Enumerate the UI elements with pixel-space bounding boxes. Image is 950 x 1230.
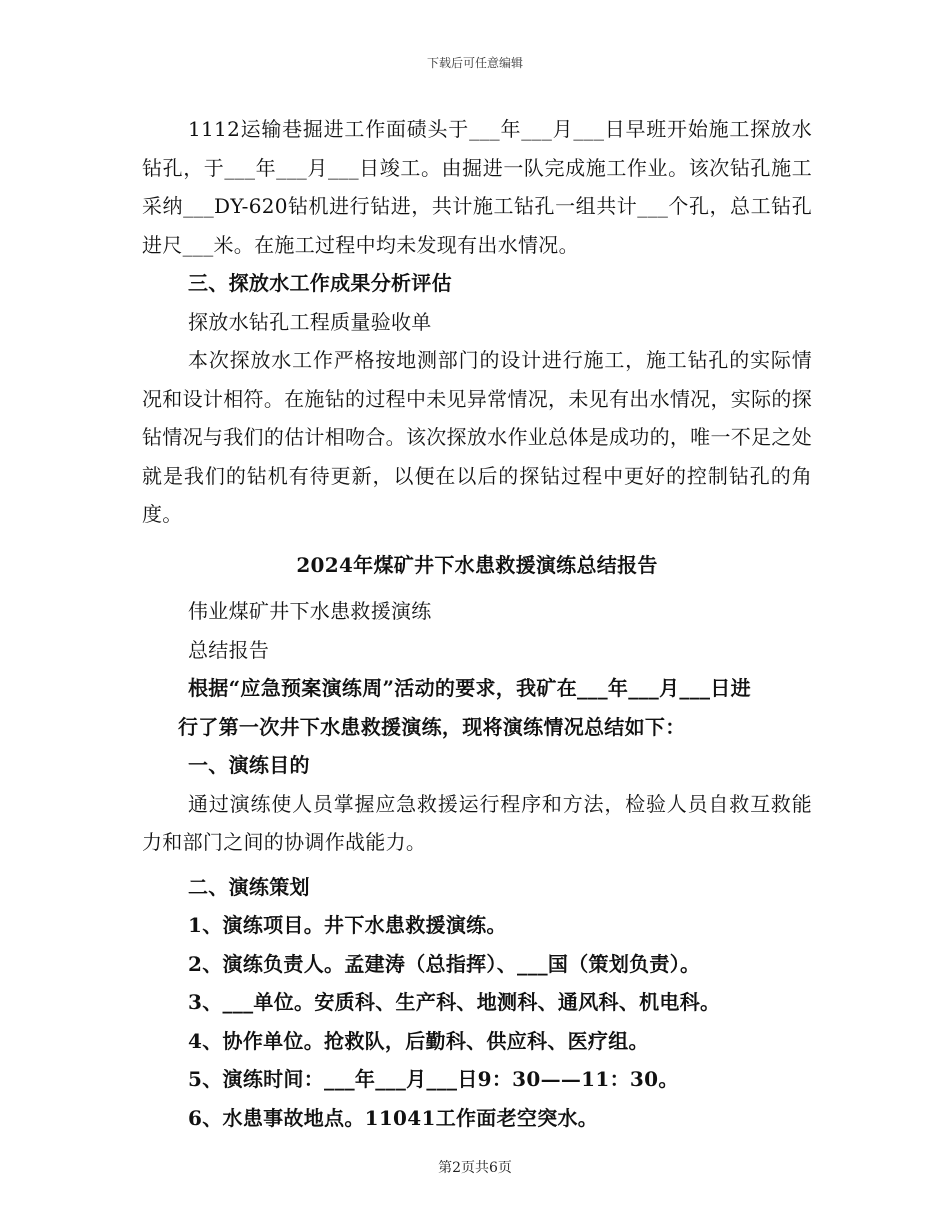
- document-body: [142, 110, 812, 1137]
- paragraph-purpose: 通过演练使人员掌握应急救援运行程序和方法，检验人员自救互救能力和部门之间的协调作战能力。: [142, 791, 812, 854]
- report-title: 2024年煤矿井下水患救援演练总结报告: [296, 552, 658, 577]
- subheading-acceptance-form: 探放水钻孔工程质量验收单: [188, 309, 432, 334]
- list-item: 3、___单位。安质科、生产科、地测科、通风科、机电科。: [188, 990, 721, 1014]
- heading-purpose: 一、演练目的: [188, 753, 310, 777]
- list-item: 4、协作单位。抢救队，后勤科、供应科、医疗组。: [188, 1028, 649, 1053]
- list-item: 6、水患事故地点。11041工作面老空突水。: [188, 1105, 599, 1130]
- report-intro-line-1: 根据“应急预案演练周”活动的要求，我矿在___年___月___日进: [188, 676, 751, 700]
- report-doc-type: 总结报告: [188, 637, 270, 662]
- list-item: 1、演练项目。井下水患救援演练。: [188, 913, 507, 937]
- list-item: 5、演练时间：___年___月___日9：30——11：30。: [188, 1067, 679, 1091]
- list-item: 2、演练负责人。孟建涛（总指挥）、___国（策划负责）。: [188, 951, 701, 976]
- paragraph-drilling-record: 1112运输巷掘进工作面碛头于___年___月___日早班开始施工探放水钻孔，于___年___月___日竣工。由掘进一队完成施工作业。该次钻孔施工采纳___DY-620钻机进行钻进，共计施工钻孔一组共计___个孔，总工钻孔进尺___米。在施工过程中均未发现有出水情况。: [142, 117, 812, 257]
- heading-planning: 二、演练策划: [188, 874, 310, 899]
- planning-list: [142, 906, 812, 1137]
- report-org-line: 伟业煤矿井下水患救援演练: [188, 599, 432, 623]
- report-intro: [142, 669, 812, 746]
- page-footer: 第2页共6页: [438, 1160, 512, 1176]
- page-header: 下载后可任意编辑: [426, 56, 523, 70]
- heading-section-3: 三、探放水工作成果分析评估: [188, 271, 452, 295]
- paragraph-analysis: 本次探放水工作严格按地测部门的设计进行施工，施工钻孔的实际情况和设计相符。在施钻的过程中未见异常情况，未见有出水情况，实际的探钻情况与我们的估计相吻合。该次探放水作业总体是成功的，唯一不足之处就是我们的钻机有待更新，以便在以后的探钻过程中更好的控制钻孔的角度。: [142, 348, 812, 526]
- report-intro-line-2: 行了第一次井下水患救援演练，现将演练情况总结如下：: [178, 714, 686, 739]
